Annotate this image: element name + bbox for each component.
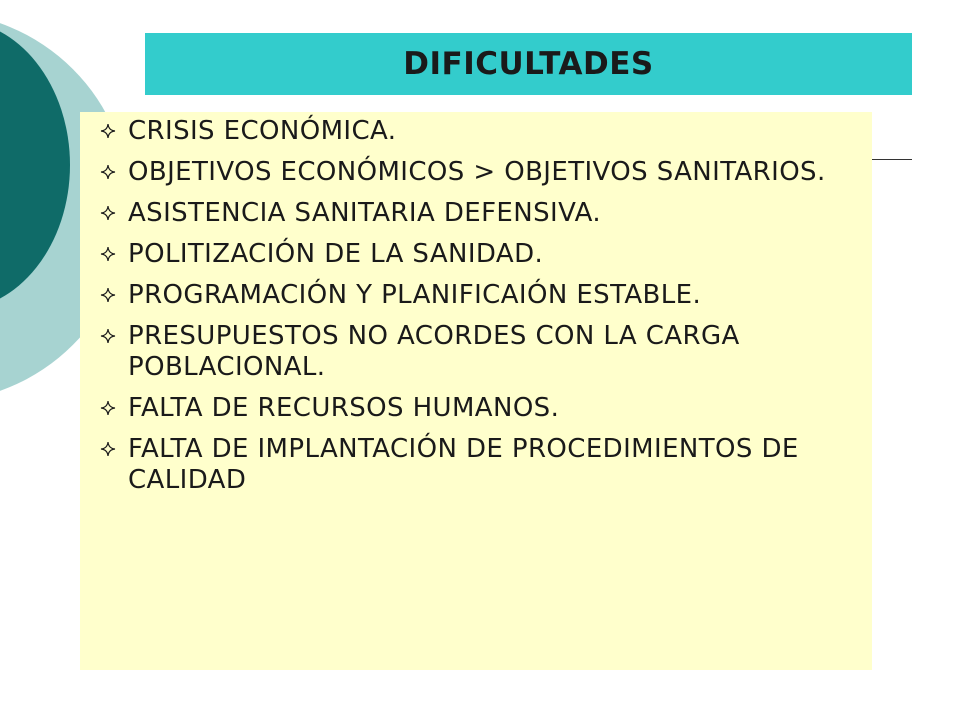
bullet-item xyxy=(100,321,872,383)
hollow-diamond-bullet-icon xyxy=(100,157,128,180)
hollow-diamond-bullet-icon xyxy=(100,393,128,416)
bullet-item xyxy=(100,157,872,188)
bullet-text: ASISTENCIA SANITARIA DEFENSIVA. xyxy=(128,198,601,228)
bullet-text: POLITIZACIÓN DE LA SANIDAD. xyxy=(128,239,544,269)
bullet-item xyxy=(100,393,872,424)
bullet-item xyxy=(100,116,872,147)
hollow-diamond-bullet-icon xyxy=(100,321,128,344)
hollow-diamond-bullet-icon xyxy=(100,116,128,139)
bullet-list xyxy=(80,112,872,496)
slide-title: DIFICULTADES xyxy=(403,46,654,82)
bullet-text: FALTA DE IMPLANTACIÓN DE PROCEDIMIENTOS DE CALIDAD xyxy=(128,434,799,495)
bullet-text: PRESUPUESTOS NO ACORDES CON LA CARGA POBLACIONAL. xyxy=(128,321,740,382)
bullet-text: PROGRAMACIÓN Y PLANIFICAIÓN ESTABLE. xyxy=(128,280,702,310)
hollow-diamond-bullet-icon xyxy=(100,280,128,303)
title-bar xyxy=(145,33,912,95)
bullet-item xyxy=(100,239,872,270)
hollow-diamond-bullet-icon xyxy=(100,198,128,221)
divider-line xyxy=(872,159,912,160)
bullet-item xyxy=(100,434,872,496)
hollow-diamond-bullet-icon xyxy=(100,434,128,457)
bullet-text: OBJETIVOS ECONÓMICOS > OBJETIVOS SANITARIOS. xyxy=(128,157,826,187)
bullet-item xyxy=(100,198,872,229)
content-box xyxy=(80,112,872,670)
hollow-diamond-bullet-icon xyxy=(100,239,128,262)
bullet-item xyxy=(100,280,872,311)
bullet-text: FALTA DE RECURSOS HUMANOS. xyxy=(128,393,560,423)
bullet-text: CRISIS ECONÓMICA. xyxy=(128,116,397,146)
